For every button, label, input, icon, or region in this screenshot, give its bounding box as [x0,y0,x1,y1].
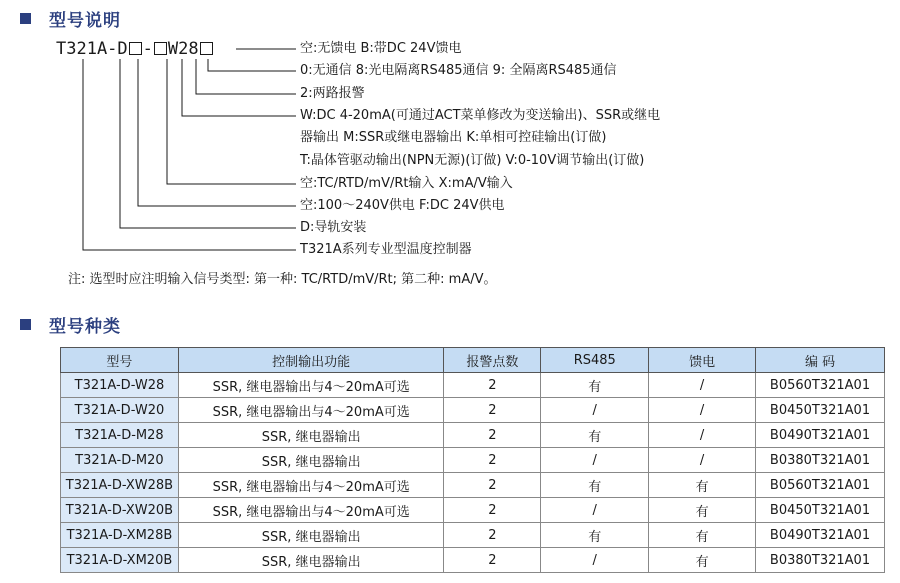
cell-rs485: / [541,398,649,423]
cell-control-output: SSR, 继电器输出与4～20mA可选 [178,373,444,398]
col-header-model: 型号 [61,348,179,373]
code-box-2 [154,42,167,55]
desc-power: 空:100～240V供电 F:DC 24V供电 [300,198,505,213]
cell-code: B0490T321A01 [756,423,885,448]
col-header-code: 编 码 [756,348,885,373]
cell-alarm-points: 2 [444,498,541,523]
cell-alarm-points: 2 [444,398,541,423]
cell-feed: / [649,398,756,423]
desc-communication: 0:无通信 8:光电隔离RS485通信 9: 全隔离RS485通信 [300,63,617,78]
col-header-control-output: 控制输出功能 [178,348,444,373]
cell-feed: 有 [649,523,756,548]
cell-code: B0560T321A01 [756,373,885,398]
desc-input: 空:TC/RTD/mV/Rt输入 X:mA/V输入 [300,176,513,191]
cell-feed: 有 [649,498,756,523]
code-box-1 [129,42,142,55]
cell-model: T321A-D-W28 [61,373,179,398]
cell-control-output: SSR, 继电器输出 [178,523,444,548]
cell-rs485: 有 [541,423,649,448]
model-code-prefix: T321A-D [56,39,128,59]
cell-rs485: / [541,498,649,523]
cell-alarm-points: 2 [444,448,541,473]
cell-feed: 有 [649,548,756,573]
model-code-suffix: W28 [167,39,199,59]
cell-model: T321A-D-M20 [61,448,179,473]
cell-alarm-points: 2 [444,473,541,498]
table-row [61,523,885,548]
col-header-feed: 馈电 [649,348,756,373]
cell-feed: / [649,448,756,473]
table-header-row [61,348,885,373]
cell-model: T321A-D-XW20B [61,498,179,523]
selection-note: 注: 选型时应注明输入信号类型: 第一种: TC/RTD/mV/Rt; 第二种: mA/V。 [68,272,497,287]
cell-alarm-points: 2 [444,423,541,448]
desc-series: T321A系列专业型温度控制器 [300,242,472,257]
cell-model: T321A-D-M28 [61,423,179,448]
desc-alarm: 2:两路报警 [300,86,365,101]
cell-model: T321A-D-XM20B [61,548,179,573]
cell-alarm-points: 2 [444,548,541,573]
cell-alarm-points: 2 [444,523,541,548]
cell-rs485: 有 [541,373,649,398]
cell-control-output: SSR, 继电器输出与4～20mA可选 [178,473,444,498]
table-row [61,473,885,498]
section-title: 型号种类 [49,316,121,337]
desc-mounting: D:导轨安装 [300,220,367,235]
cell-feed: / [649,373,756,398]
table-row [61,498,885,523]
cell-code: B0380T321A01 [756,448,885,473]
table-row [61,448,885,473]
cell-code: B0450T321A01 [756,398,885,423]
cell-code: B0560T321A01 [756,473,885,498]
section-bullet-square [20,319,31,330]
cell-control-output: SSR, 继电器输出 [178,548,444,573]
cell-control-output: SSR, 继电器输出 [178,448,444,473]
code-box-3 [200,42,213,55]
section-header-model-description [20,7,121,29]
cell-control-output: SSR, 继电器输出与4～20mA可选 [178,498,444,523]
table-row [61,398,885,423]
cell-model: T321A-D-W20 [61,398,179,423]
section-bullet-square [20,13,31,24]
cell-feed: 有 [649,473,756,498]
model-code-dash: - [142,39,153,59]
cell-rs485: / [541,448,649,473]
cell-control-output: SSR, 继电器输出 [178,423,444,448]
desc-output-3: T:晶体管驱动输出(NPN无源)(订做) V:0-10V调节输出(订做) [300,153,645,168]
cell-control-output: SSR, 继电器输出与4～20mA可选 [178,398,444,423]
cell-rs485: 有 [541,523,649,548]
table-row [61,548,885,573]
desc-feed: 空:无馈电 B:带DC 24V馈电 [300,41,462,56]
cell-model: T321A-D-XM28B [61,523,179,548]
desc-output-2: 器输出 M:SSR或继电器输出 K:单相可控硅输出(订做) [300,130,607,145]
cell-alarm-points: 2 [444,373,541,398]
section-header-model-types [20,313,121,335]
section-title: 型号说明 [49,10,121,31]
cell-rs485: 有 [541,473,649,498]
col-header-alarm-points: 报警点数 [444,348,541,373]
table-row [61,373,885,398]
cell-feed: / [649,423,756,448]
cell-rs485: / [541,548,649,573]
cell-code: B0450T321A01 [756,498,885,523]
cell-code: B0380T321A01 [756,548,885,573]
col-header-rs485: RS485 [541,348,649,373]
model-table [60,347,885,573]
cell-model: T321A-D-XW28B [61,473,179,498]
desc-output-1: W:DC 4-20mA(可通过ACT菜单修改为变送输出)、SSR或继电 [300,108,661,123]
model-code [56,38,214,60]
cell-code: B0490T321A01 [756,523,885,548]
table-row [61,423,885,448]
